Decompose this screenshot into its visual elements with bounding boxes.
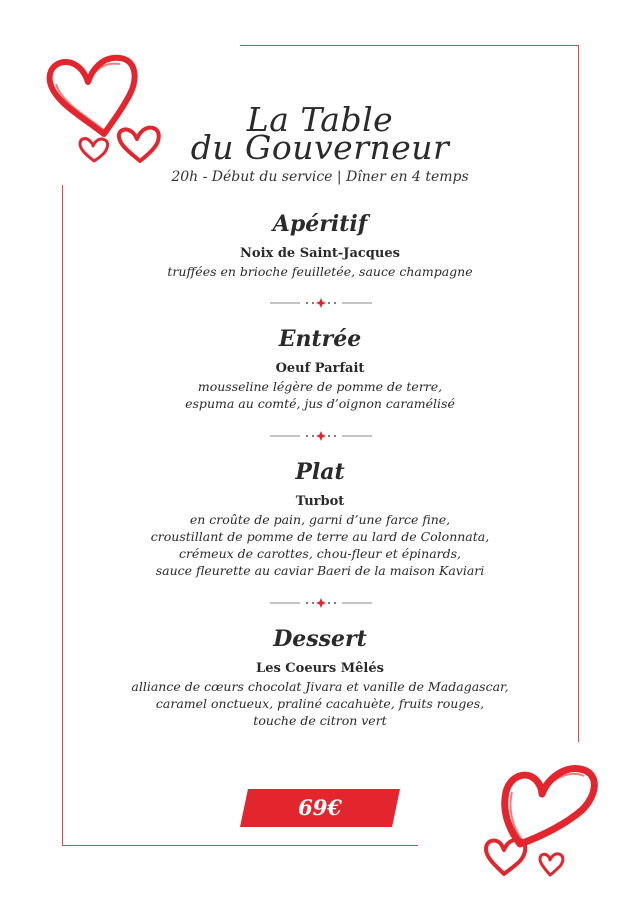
course-dessert [0,624,640,729]
dish-description-line: en croûte de pain, garni d’une farce fine, [189,512,451,527]
ornament-divider-icon [270,297,372,309]
frame-line-top [240,45,579,46]
dish-description-line: crémeux de carottes, chou-fleur et épinards, [178,546,462,561]
dish-name: Les Coeurs Mêlés [256,661,384,676]
menu-title-line1: La Table [246,100,394,139]
price-value: 69€ [298,795,342,820]
course-heading: Dessert [273,626,367,652]
dish-description-line: touche de citron vert [253,713,387,728]
menu-subtitle: 20h - Début du service | Dîner en 4 temps [171,169,469,185]
course-entree [0,324,640,412]
ornament-divider-icon [270,597,372,609]
frame-line-bottom [62,845,418,846]
hearts-bottom-right-icon [478,760,606,885]
course-heading: Plat [295,459,345,485]
dish-name: Turbot [295,494,345,509]
course-aperitif [0,209,640,280]
dish-description-line: mousseline légère de pomme de terre, [197,379,443,394]
menu-title-line2: du Gouverneur [190,128,450,167]
dish-description-line: alliance de cœurs chocolat Jivara et vanille de Madagascar, [131,679,509,694]
course-plat [0,457,640,579]
ornament-divider-icon [270,430,372,442]
dish-description-line: truffées en brioche feuilletée, sauce champagne [167,264,473,279]
dish-name: Noix de Saint-Jacques [240,246,400,261]
dish-description-line: croustillant de pomme de terre au lard de Colonnata, [150,529,490,544]
dish-description-line: caramel onctueux, praliné cacahuète, fruits rouges, [155,696,485,711]
course-heading: Apéritif [272,211,368,237]
dish-name: Oeuf Parfait [275,361,365,376]
dish-description-line: sauce fleurette au caviar Baeri de la maison Kaviari [155,563,485,578]
course-heading: Entrée [278,326,362,352]
dish-description-line: espuma au comté, jus d’oignon caramélisé [185,396,455,411]
